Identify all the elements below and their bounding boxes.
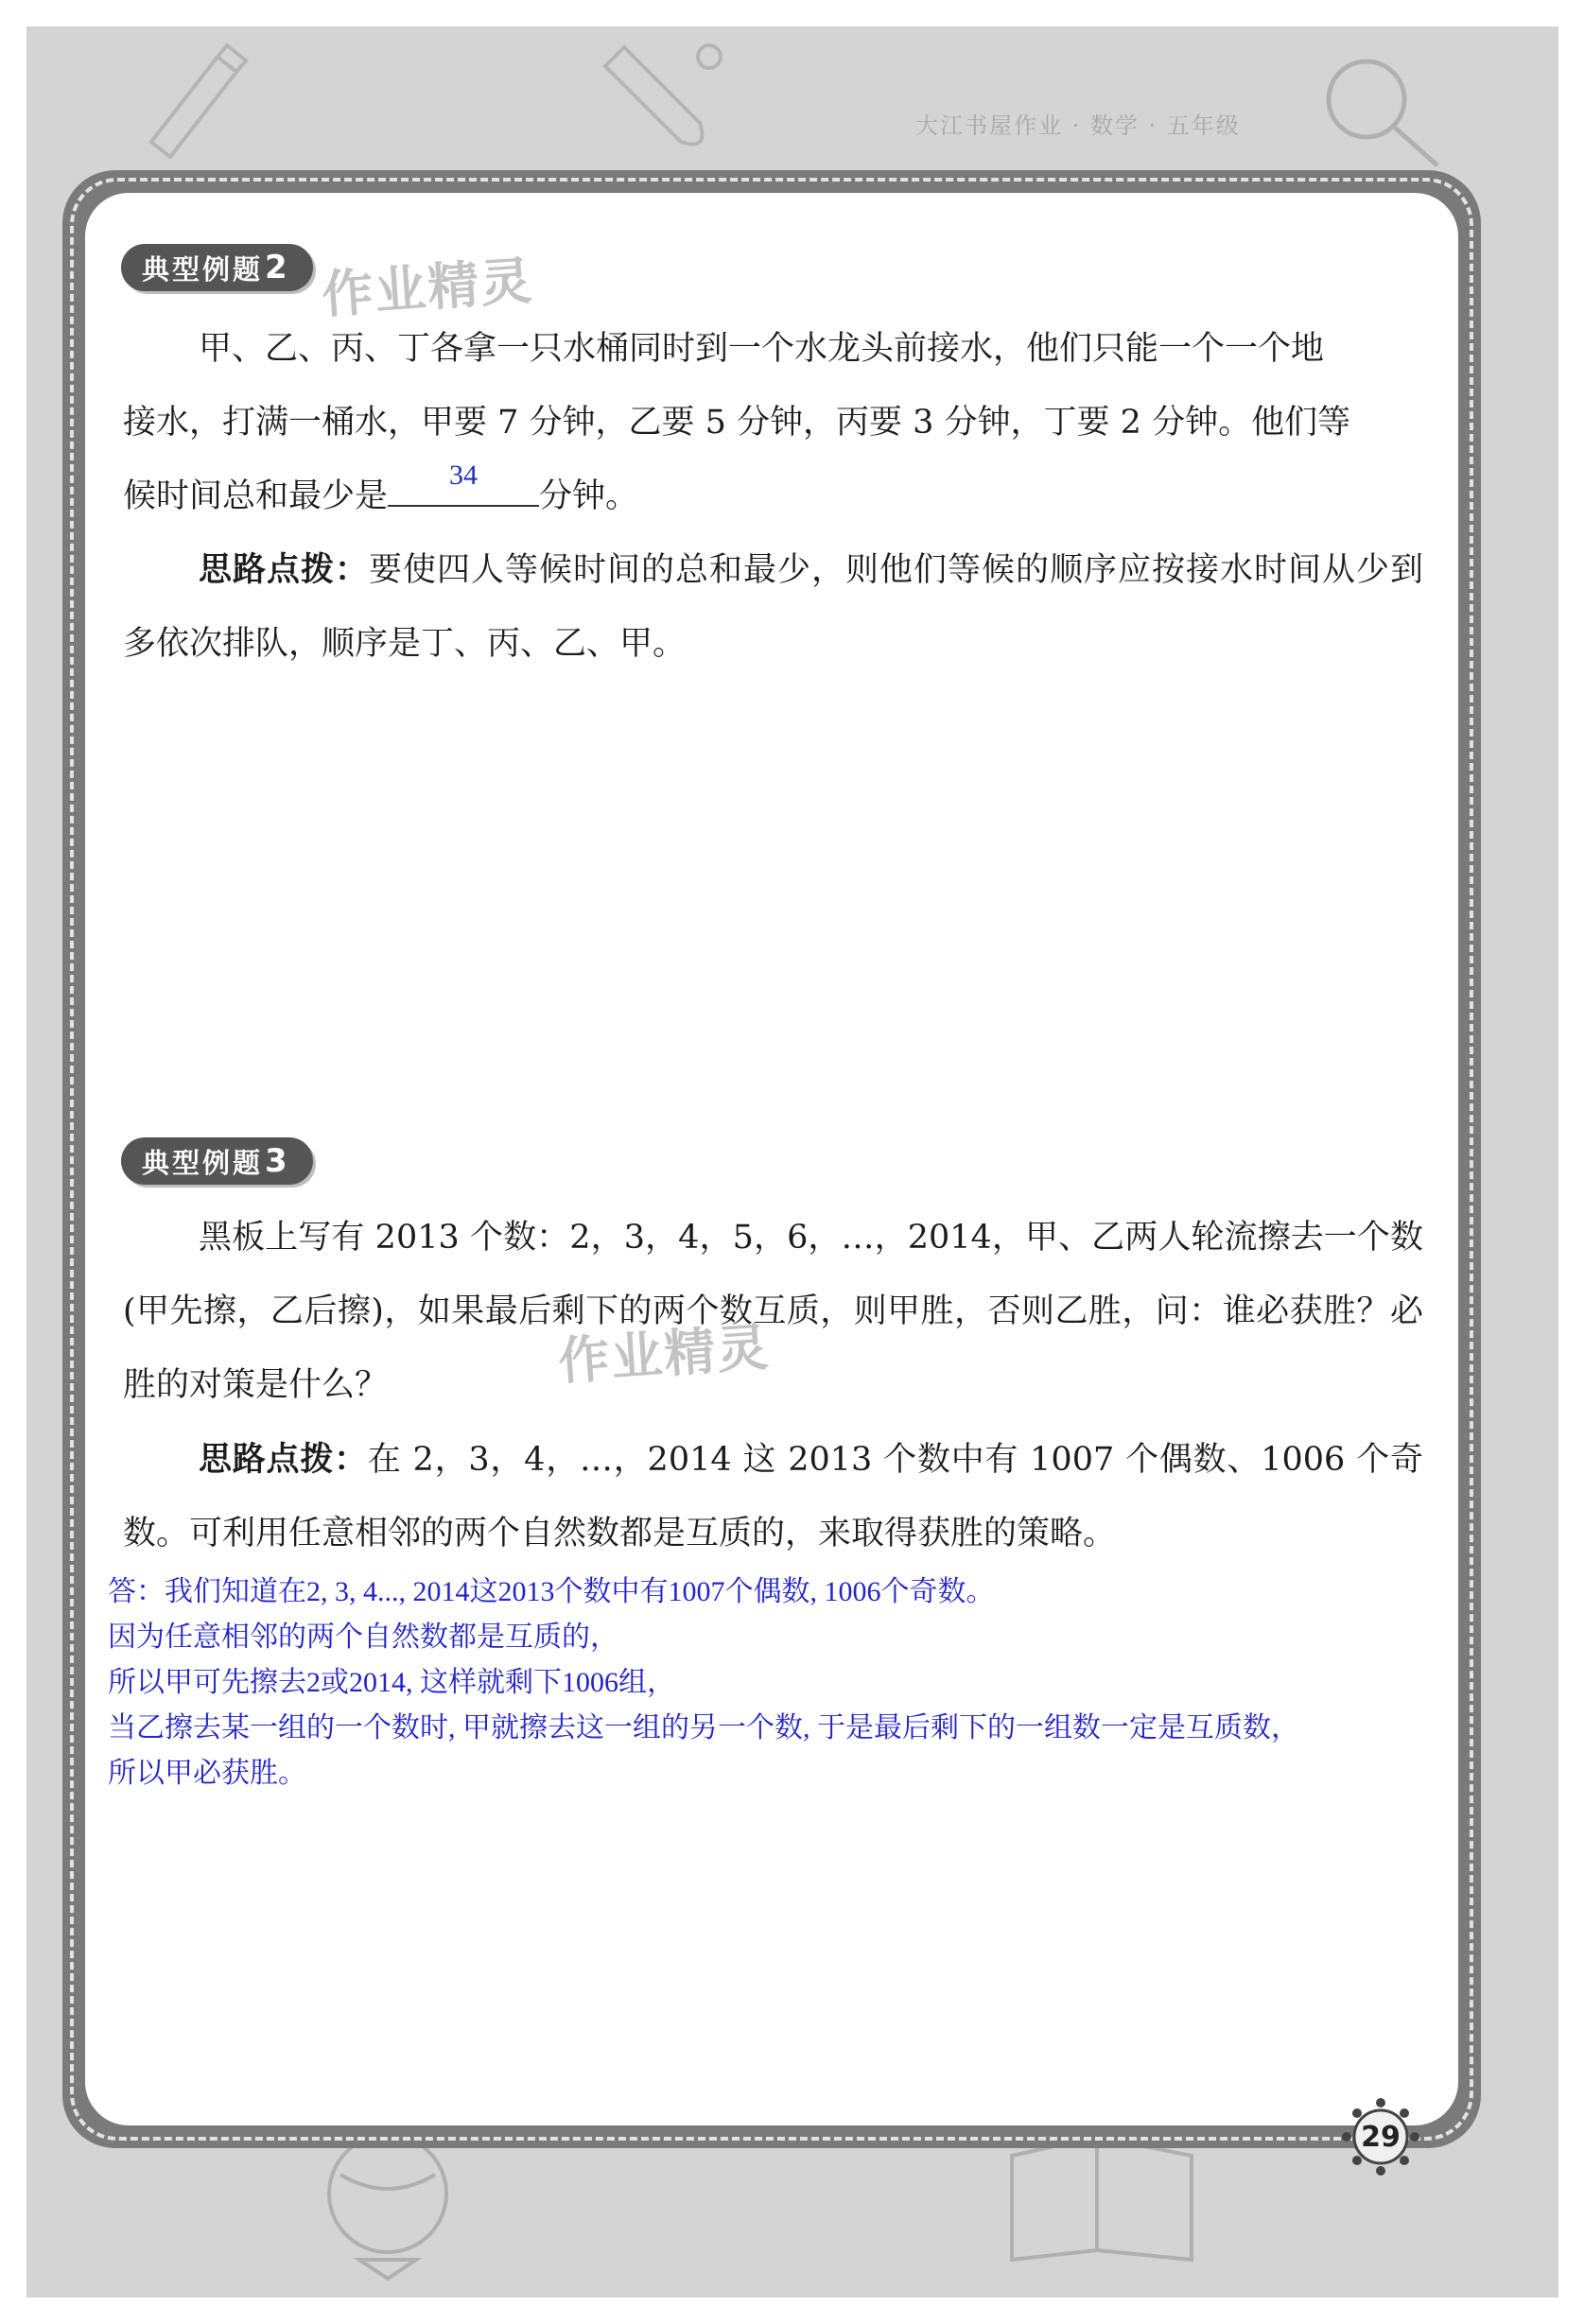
- example-tag-number: 3: [265, 1142, 290, 1180]
- page-number: 29: [1361, 2120, 1401, 2154]
- hint-text: 在 2，3，4，…，2014 这 2013 个数中有 1007 个偶数、1006 个奇数。可利用任意相邻的两个自然数都是互质的，来取得获胜的策略。: [123, 1441, 1423, 1552]
- hint-label: 思路点拨：: [199, 551, 369, 589]
- answer-line: 因为任意相邻的两个自然数都是互质的，: [108, 1622, 618, 1653]
- example-2-hint: [123, 533, 1423, 681]
- problem-text: 分钟。: [539, 477, 639, 515]
- answer-line: 所以甲必获胜。: [108, 1758, 306, 1789]
- problem-line: 接水，打满一桶水，甲要 7 分钟，乙要 5 分钟，丙要 3 分钟，丁要 2 分钟。他们等: [123, 404, 1351, 442]
- example-tag-label: 典型例题: [142, 252, 264, 286]
- example-3-tag: [121, 1137, 313, 1185]
- answer-blank: [388, 460, 539, 507]
- example-3-problem: [123, 1201, 1423, 1422]
- example-tag-label: 典型例题: [142, 1146, 264, 1179]
- hint-label: 思路点拨：: [199, 1441, 368, 1479]
- watermark-text: 作业精灵: [556, 1317, 773, 1392]
- test-tube-doodle-icon: [586, 28, 738, 170]
- problem-text: 候时间总和最少是: [123, 477, 389, 515]
- example-3-hint: [123, 1423, 1423, 1570]
- example-2-tag: [121, 244, 313, 291]
- blank-answer: 34: [449, 460, 479, 491]
- watermark-text: 作业精灵: [320, 251, 536, 325]
- hint-text: 要使四人等候时间的总和最少，则他们等候的顺序应按接水时间从少到多依次排队，顺序是丁、丙、乙、甲。: [123, 551, 1423, 663]
- problem-text: 黑板上写有 2013 个数：2，3，4，5，6，…，2014，甲、乙两人轮流擦去一个数(甲先擦，乙后擦)，如果最后剩下的两个数互质，则甲胜，否则乙胜，问：谁必获胜？必胜的对策是什么？: [123, 1219, 1423, 1404]
- handwritten-answer: [108, 1570, 1451, 1796]
- example-tag-number: 2: [265, 249, 290, 286]
- example-2-problem-cont: [123, 386, 1423, 533]
- answer-line: 所以甲可先擦去2或2014, 这样就剩下1006组，: [108, 1667, 675, 1698]
- pencil-doodle-icon: [132, 38, 255, 161]
- example-2-problem: [123, 312, 1423, 386]
- header-band: 大江书屋作业 · 数学 · 五年级: [915, 112, 1241, 139]
- answer-line: 答：我们知道在2, 3, 4..., 2014这2013个数中有1007个偶数, 1006个奇数。: [108, 1576, 995, 1607]
- problem-line: 甲、乙、丙、丁各拿一只水桶同时到一个水龙头前接水，他们只能一个一个地: [199, 330, 1325, 368]
- answer-line: 当乙擦去某一组的一个数时, 甲就擦去这一组的另一个数, 于是最后剩下的一组数一定是互质数，: [108, 1712, 1299, 1743]
- problem-line-with-blank: [123, 460, 1423, 533]
